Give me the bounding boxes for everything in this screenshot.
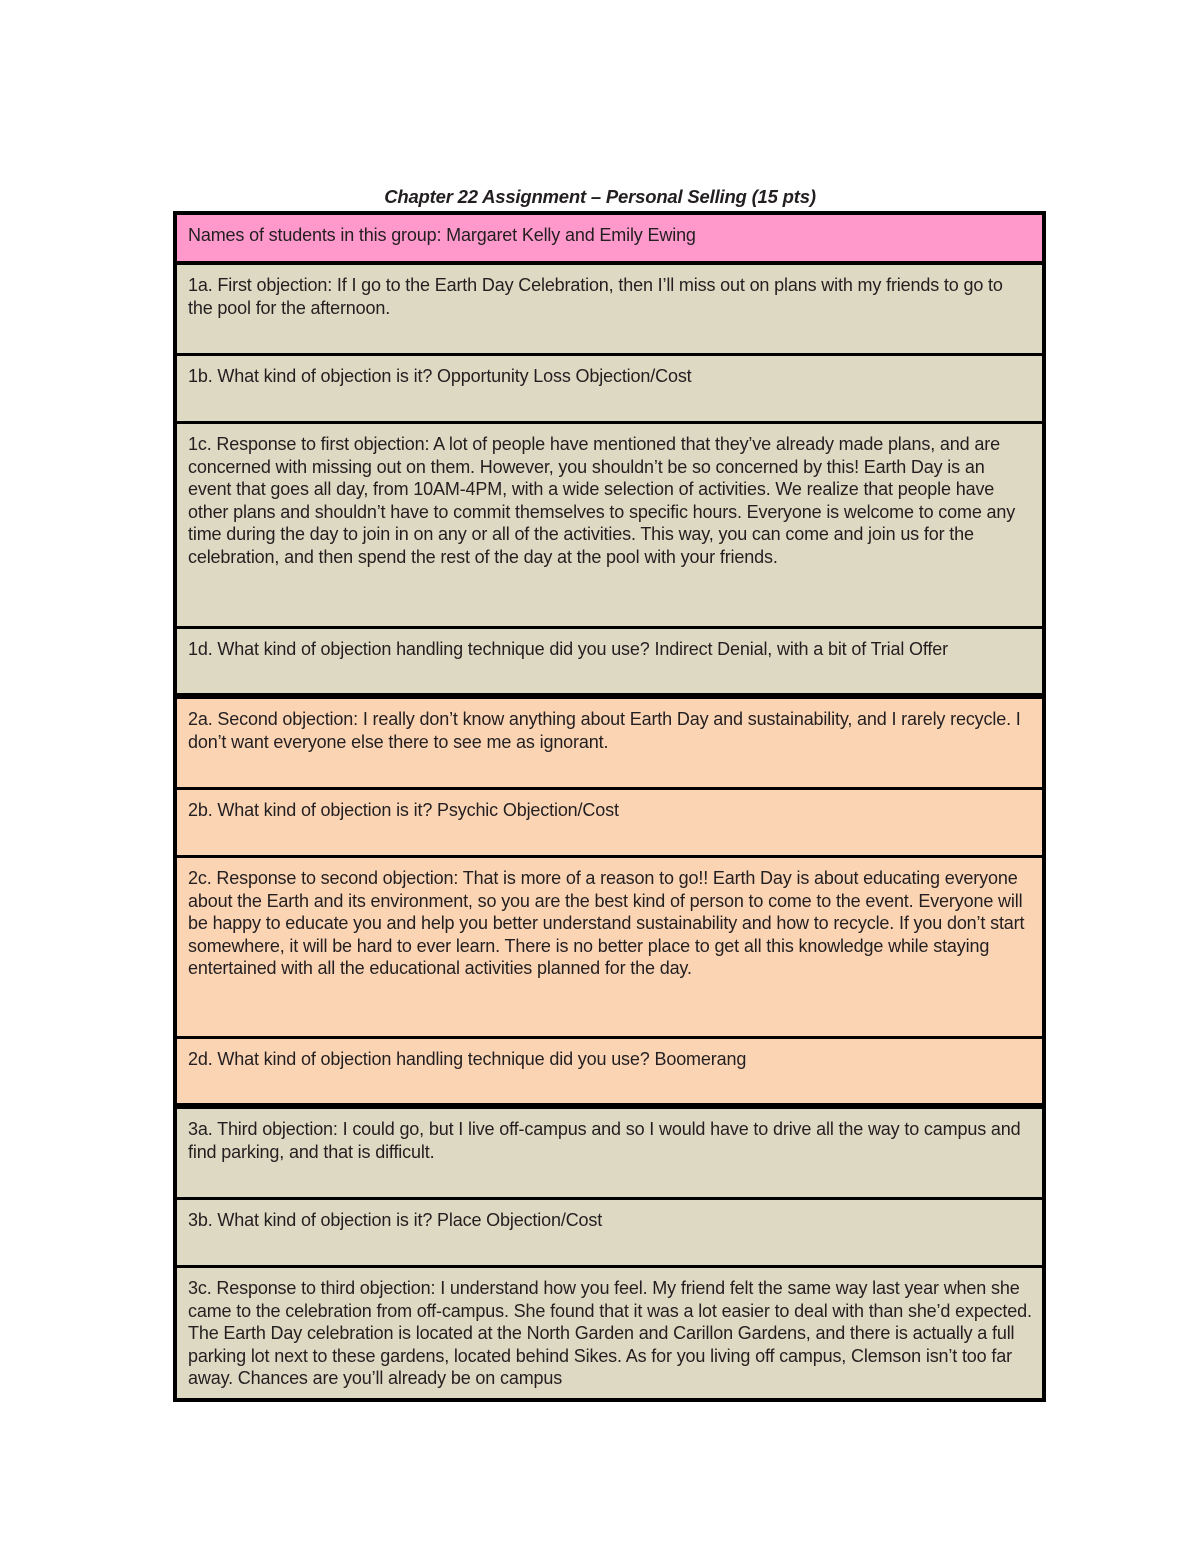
assignment-table [173, 211, 1046, 1402]
first-objection-row: 1a. First objection: If I go to the Earth Day Celebration, then I’ll miss out on plans with my friends to go to the pool for the afternoon. [177, 265, 1042, 353]
first-objection-type-row: 1b. What kind of objection is it? Opportunity Loss Objection/Cost [177, 356, 1042, 421]
second-response-row: 2c. Response to second objection: That is more of a reason to go!! Earth Day is about educating everyone about the Earth and its environment, so you are the best kind of person to come to the event. Everyone will be happy to educate you and help you better understand sustainability and how to recycle. If you don’t start somewhere, it will be hard to ever learn. There is no better place to get all this knowledge while staying entertained with all the educational activities planned for the day. [177, 858, 1042, 1036]
third-objection-row: 3a. Third objection: I could go, but I live off-campus and so I would have to drive all the way to campus and find parking, and that is difficult. [177, 1109, 1042, 1197]
third-objection-type-row: 3b. What kind of objection is it? Place Objection/Cost [177, 1200, 1042, 1265]
second-objection-row: 2a. Second objection: I really don’t know anything about Earth Day and sustainability, and I rarely recycle. I don’t want everyone else there to see me as ignorant. [177, 699, 1042, 787]
second-technique-row: 2d. What kind of objection handling technique did you use? Boomerang [177, 1039, 1042, 1103]
third-response-row: 3c. Response to third objection: I understand how you feel. My friend felt the same way last year when she came to the celebration from off-campus. She found that it was a lot easier to deal with than she’d expected. The Earth Day celebration is located at the North Garden and Carillon Gardens, and there is actually a full parking lot next to these gardens, located behind Sikes. As for you living off campus, Clemson isn’t too far away. Chances are you’ll already be on campus [177, 1268, 1042, 1398]
first-technique-row: 1d. What kind of objection handling technique did you use? Indirect Denial, with a bit of Trial Offer [177, 629, 1042, 693]
first-response-row: 1c. Response to first objection: A lot of people have mentioned that they’ve already made plans, and are concerned with missing out on them. However, you shouldn’t be so concerned by this! Earth Day is an event that goes all day, from 10AM-4PM, with a wide selection of activities. We realize that people have other plans and shouldn’t have to commit themselves to specific hours. Everyone is welcome to come any time during the day to join in on any or all of the activities. This way, you can come and join us for the celebration, and then spend the rest of the day at the pool with your friends. [177, 424, 1042, 626]
group-names-row: Names of students in this group: Margaret Kelly and Emily Ewing [177, 215, 1042, 261]
document-title: Chapter 22 Assignment – Personal Selling (15 pts) [384, 186, 816, 207]
second-objection-type-row: 2b. What kind of objection is it? Psychic Objection/Cost [177, 790, 1042, 855]
